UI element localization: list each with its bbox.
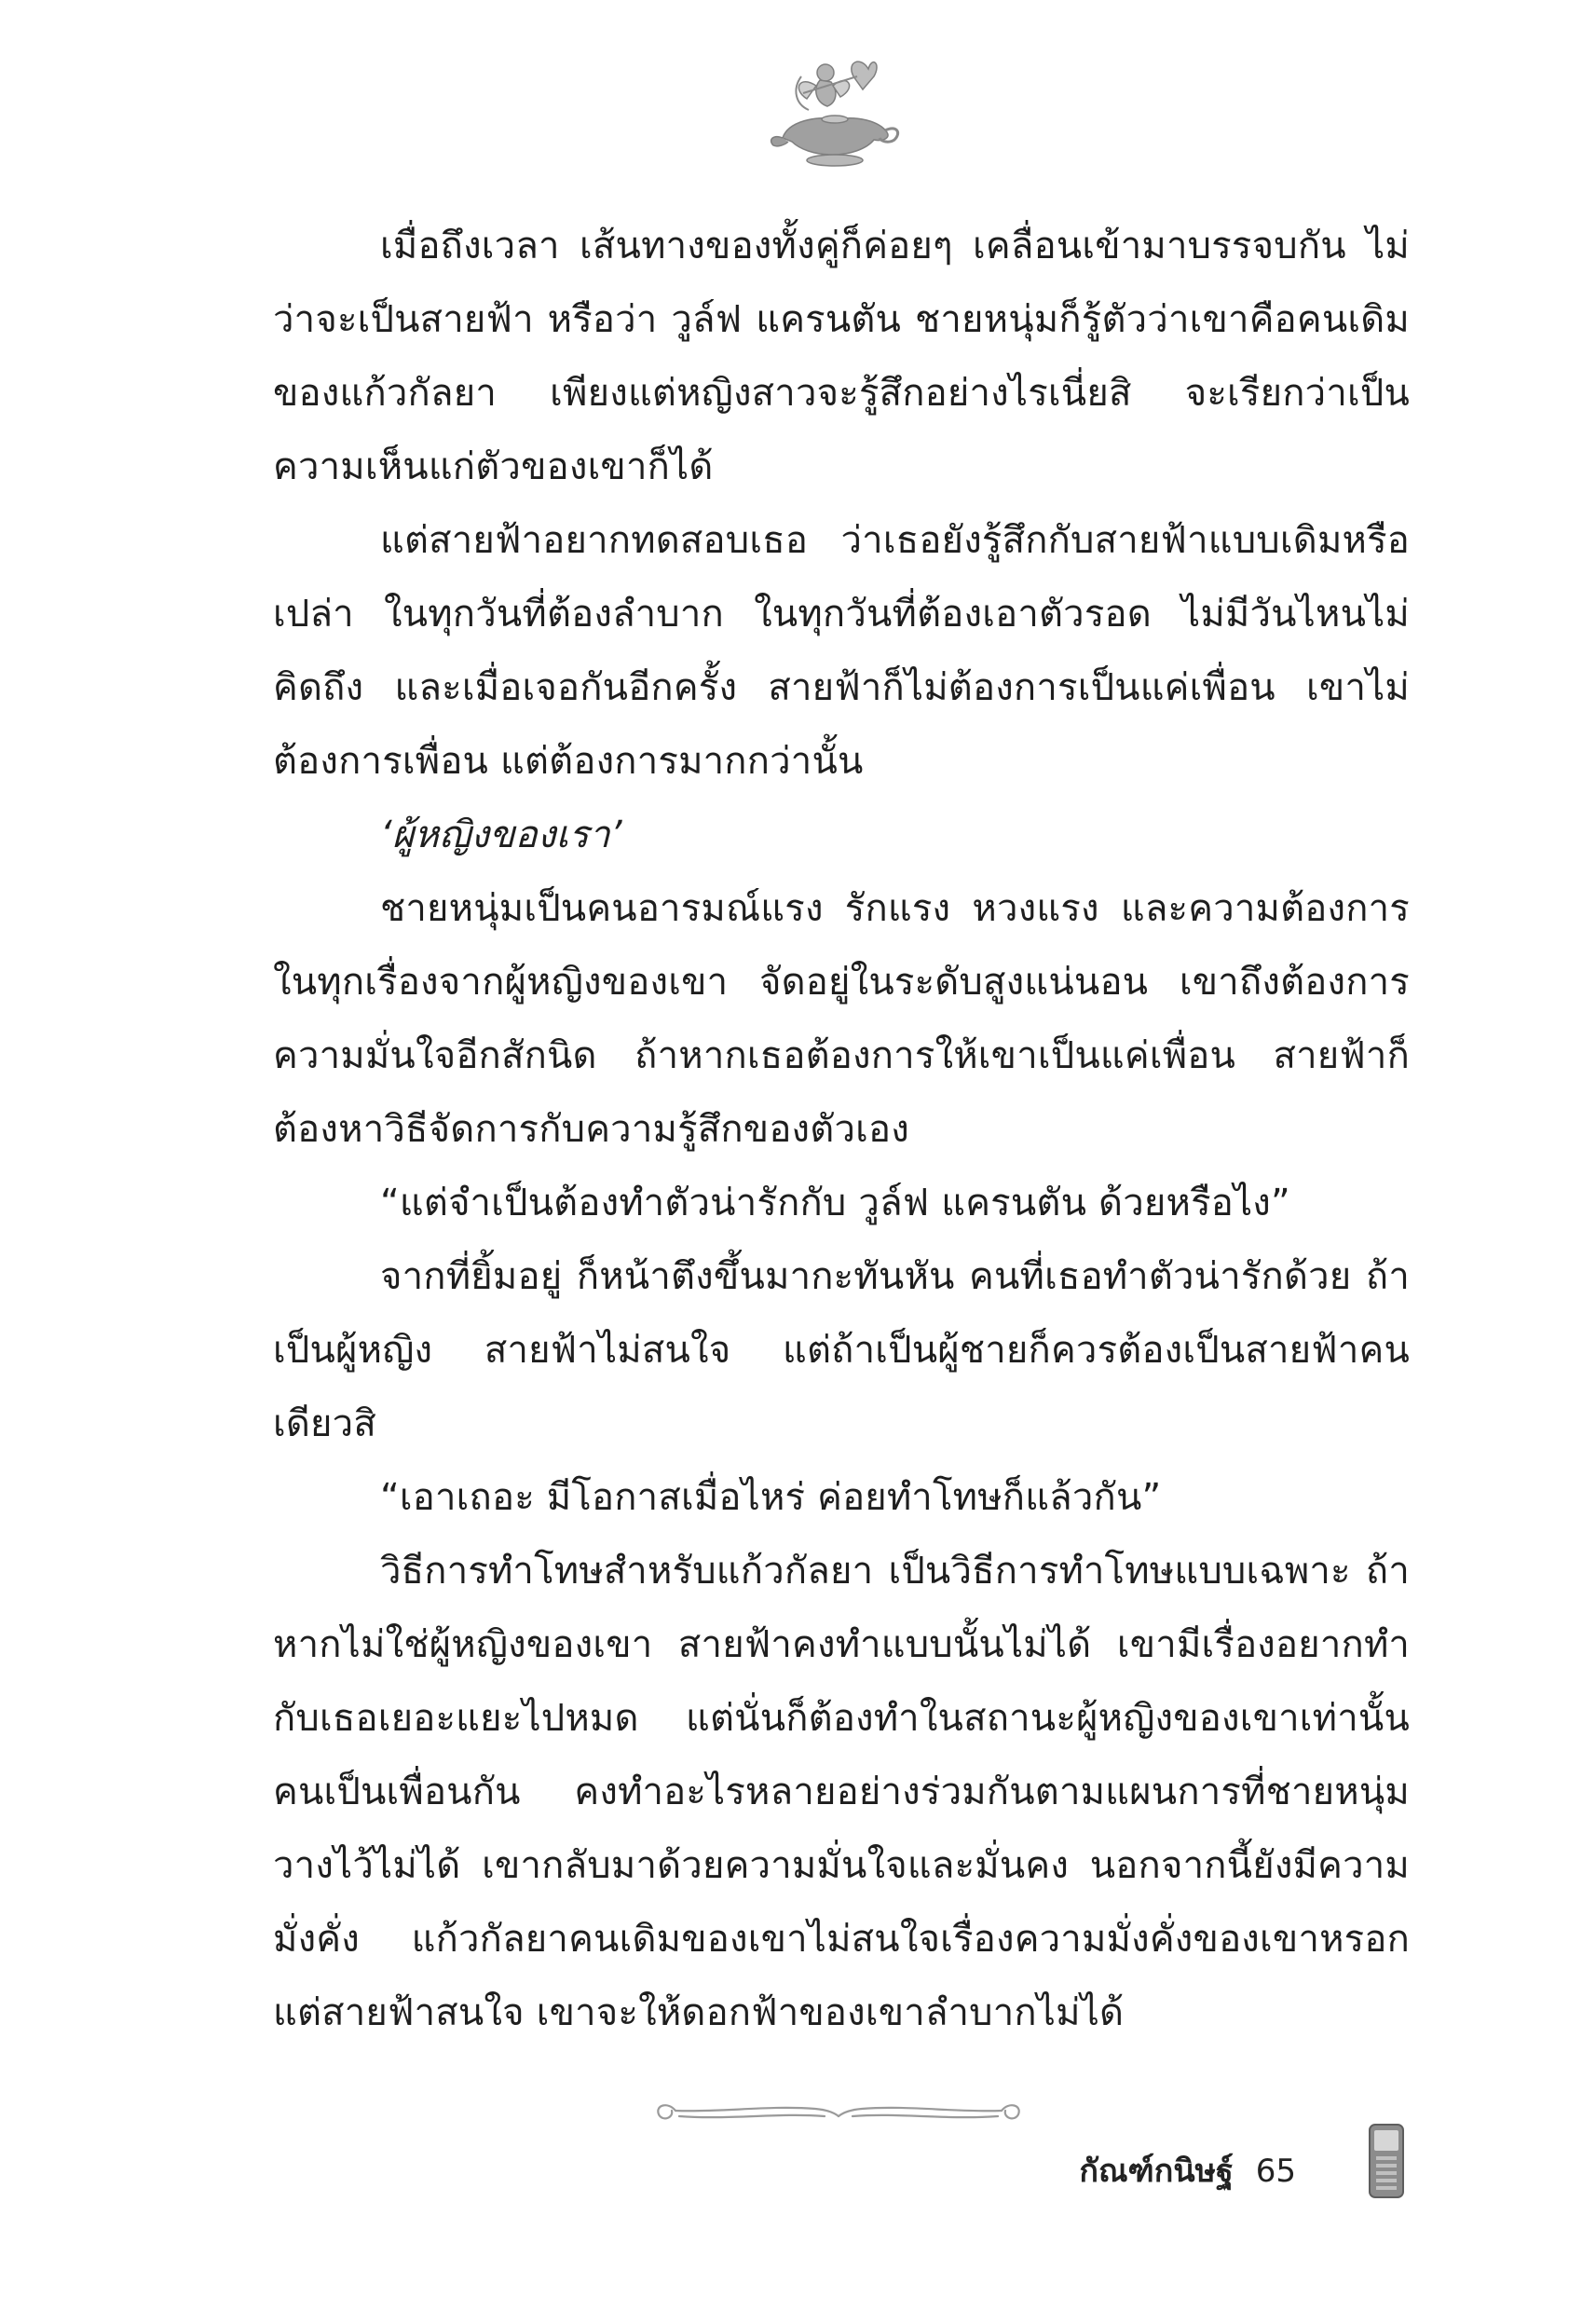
paragraph: วิธีการทำโทษสำหรับแก้วกัลยา เป็นวิธีการทำโทษแบบเฉพาะ ถ้าหากไม่ใช่ผู้หญิงของเขา สายฟ้าคงทำแบบนั้นไม่ได้ เขามีเรื่องอยากทำกับเธอเยอะแยะไปหมด แต่นั่นก็ต้องทำในสถานะผู้หญิงของเขาเท่านั้น คนเป็นเพื่อนกัน คงทำอะไรหลายอย่างร่วมกันตามแผนการที่ชายหนุ่มวางไว้ไม่ได้ เขากลับมาด้วยความมั่นใจและมั่นคง นอกจากนี้ยังมีความมั่งคั่ง แก้วกัลยาคนเดิมของเขาไม่สนใจเรื่องความมั่งคั่งของเขาหรอก แต่สายฟ้าสนใจ เขาจะให้ดอกฟ้าของเขาลำบากไม่ได้ xyxy=(273,1550,1410,2034)
paragraph: จากที่ยิ้มอยู่ ก็หน้าตึงขึ้นมากะทันหัน คนที่เธอทำตัวน่ารักด้วย ถ้าเป็นผู้หญิง สายฟ้าไม่สนใจ แต่ถ้าเป็นผู้ชายก็ควรต้องเป็นสายฟ้าคนเดียวสิ xyxy=(273,1255,1410,1445)
genie-lamp-with-cupid-icon xyxy=(764,48,904,170)
paragraph: แต่สายฟ้าอยากทดสอบเธอ ว่าเธอยังรู้สึกกับสายฟ้าแบบเดิมหรือเปล่า ในทุกวันที่ต้องลำบาก ในทุกวันที่ต้องเอาตัวรอด ไม่มีวันไหนไม่คิดถึง และเมื่อเจอกันอีกครั้ง สายฟ้าก็ไม่ต้องการเป็นแค่เพื่อน เขาไม่ต้องการเพื่อน แต่ต้องการมากกว่านั้น xyxy=(273,519,1410,783)
paragraph-dialogue: “แต่จำเป็นต้องทำตัวน่ารักกับ วูล์ฟ แครนตัน ด้วยหรือไง” xyxy=(380,1182,1290,1224)
author-name: กัณฑ์กนิษฐ์ xyxy=(1079,2153,1234,2190)
page-number: 65 xyxy=(1255,2153,1296,2190)
paragraph-italic-thought: ‘ผู้หญิงของเรา’ xyxy=(380,814,622,856)
paragraph: เมื่อถึงเวลา เส้นทางของทั้งคู่ก็ค่อยๆ เคลื่อนเข้ามาบรรจบกัน ไม่ว่าจะเป็นสายฟ้า หรือว่า วูล์ฟ แครนตัน ชายหนุ่มก็รู้ตัวว่าเขาคือคนเดิมของแก้วกัลยา เพียงแต่หญิงสาวจะรู้สึกอย่างไรเนี่ยสิ จะเรียกว่าเป็นความเห็นแก่ตัวของเขาก็ได้ xyxy=(273,225,1410,488)
paragraph-dialogue: “เอาเถอะ มีโอกาสเมื่อไหร่ ค่อยทำโทษก็แล้วกัน” xyxy=(380,1476,1162,1519)
voice-recorder-icon xyxy=(1368,2123,1405,2199)
flourish-divider-icon xyxy=(648,2092,1030,2129)
body-text xyxy=(273,210,1410,2050)
paragraph: ชายหนุ่มเป็นคนอารมณ์แรง รักแรง หวงแรง และความต้องการในทุกเรื่องจากผู้หญิงของเขา จัดอยู่ในระดับสูงแน่นอน เขาถึงต้องการความมั่นใจอีกสักนิด ถ้าหากเธอต้องการให้เขาเป็นแค่เพื่อน สายฟ้าก็ต้องหาวิธีจัดการกับความรู้สึกของตัวเอง xyxy=(273,887,1410,1151)
page-footer xyxy=(1079,2145,1296,2195)
